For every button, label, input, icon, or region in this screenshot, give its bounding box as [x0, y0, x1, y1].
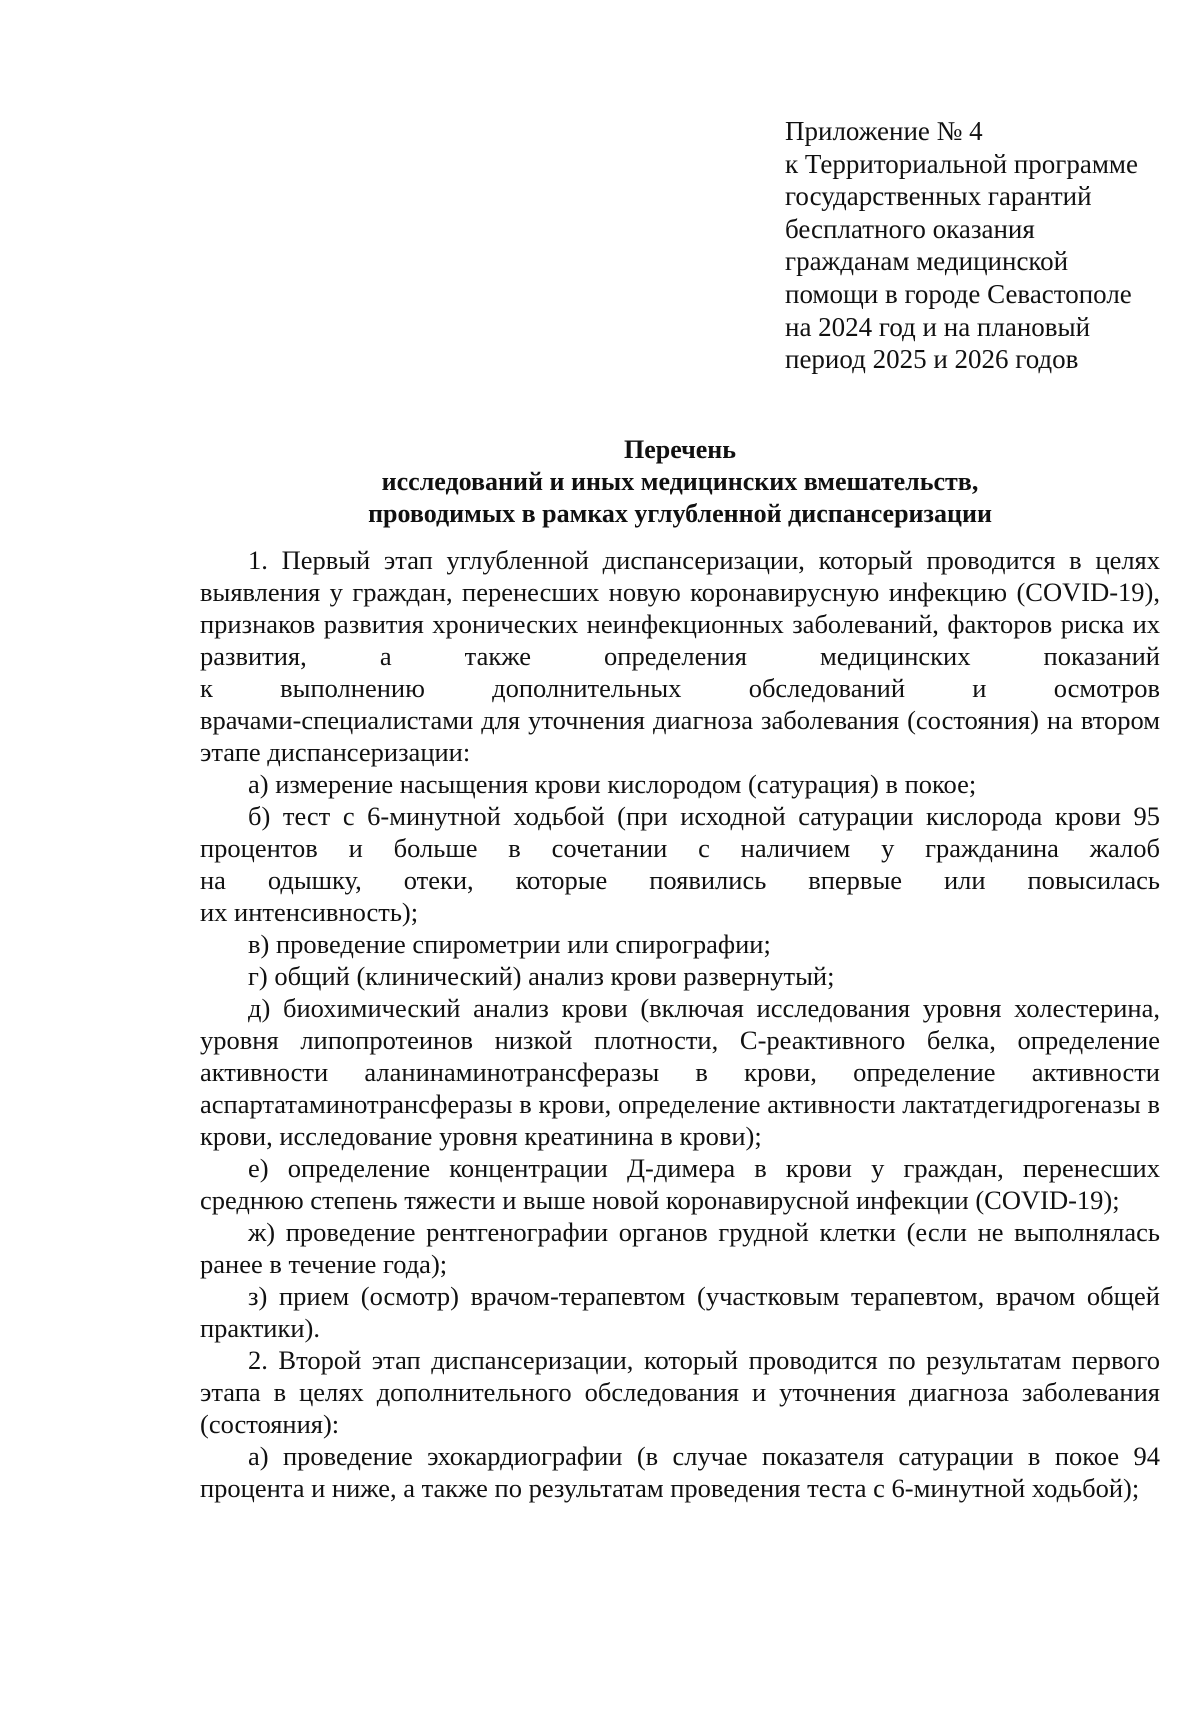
list-item-e: е) определение концентрации Д-димера в крови у граждан, перенесших среднюю степень тяжести и выше новой коронавирусной инфекции (COVID-19);	[200, 1153, 1160, 1215]
list-item-b-cont: на одышку, отеки, которые появились впервые или повысилась	[200, 865, 1160, 895]
title-line-1: Перечень	[623, 435, 737, 464]
list-item-b-end: их интенсивность);	[200, 897, 419, 927]
list-item-v: в) проведение спирометрии или спирографии;	[248, 929, 771, 959]
section-1-intro-line: к выполнению дополнительных обследований и осмотров	[200, 673, 1160, 703]
approval-line: к Территориальной программе	[785, 148, 1138, 179]
title-line-3: проводимых в рамках углубленной диспансеризации	[368, 499, 992, 528]
approval-line: период 2025 и 2026 годов	[785, 344, 1079, 375]
list-item-b: б) тест с 6-минутной ходьбой (при исходной сатурации кислорода крови 95 процентов и больше в сочетании с наличием у гражданина жалоб	[200, 801, 1160, 863]
approval-line: Приложение № 4	[785, 116, 983, 146]
section-2-item-a: а) проведение эхокардиографии (в случае показателя сатурации в покое 94 процента и ниже, а также по результатам проведения теста с 6-минутной ходьбой);	[200, 1441, 1160, 1503]
approval-line: гражданам медицинской	[785, 246, 1069, 277]
document-title	[200, 434, 1160, 530]
document-body	[200, 544, 1160, 1504]
list-item-g: г) общий (клинический) анализ крови развернутый;	[248, 961, 835, 991]
list-item-zh: ж) проведение рентгенографии органов грудной клетки (если не выполнялась ранее в течение года);	[200, 1217, 1160, 1279]
section-2-intro: 2. Второй этап диспансеризации, который проводится по результатам первого этапа в целях дополнительного обследования и уточнения диагноза заболевания (состояния):	[200, 1345, 1160, 1439]
approval-line: бесплатного оказания	[785, 213, 1035, 244]
list-item-d: д) биохимический анализ крови (включая исследования уровня холестерина, уровня липопротеинов низкой плотности, С-реактивного белка, определение активности аланинаминотрансферазы в крови, определение активности аспартатаминотрансферазы в крови, определение активности лактатдегидрогеназы в крови, исследование уровня креатинина в крови);	[200, 993, 1160, 1151]
title-line-2: исследований и иных медицинских вмешательств,	[381, 467, 979, 496]
approval-line: государственных гарантий	[785, 181, 1092, 212]
list-item-a: а) измерение насыщения крови кислородом (сатурация) в покое;	[248, 769, 977, 799]
approval-line: помощи в городе Севастополе	[785, 278, 1132, 309]
section-1-intro-end: врачами-специалистами для уточнения диагноза заболевания (состояния) на втором этапе диспансеризации:	[200, 705, 1160, 767]
approval-block	[785, 115, 1185, 376]
list-item-z: з) прием (осмотр) врачом-терапевтом (участковым терапевтом, врачом общей практики).	[200, 1281, 1160, 1343]
section-1-intro: 1. Первый этап углубленной диспансеризации, который проводится в целях выявления у граждан, перенесших новую коронавирусную инфекцию (COVID-19), признаков развития хронических неинфекционных заболеваний, факторов риска их развития, а также определения медицинских показаний	[200, 545, 1160, 671]
approval-line: на 2024 год и на плановый	[785, 311, 1091, 342]
